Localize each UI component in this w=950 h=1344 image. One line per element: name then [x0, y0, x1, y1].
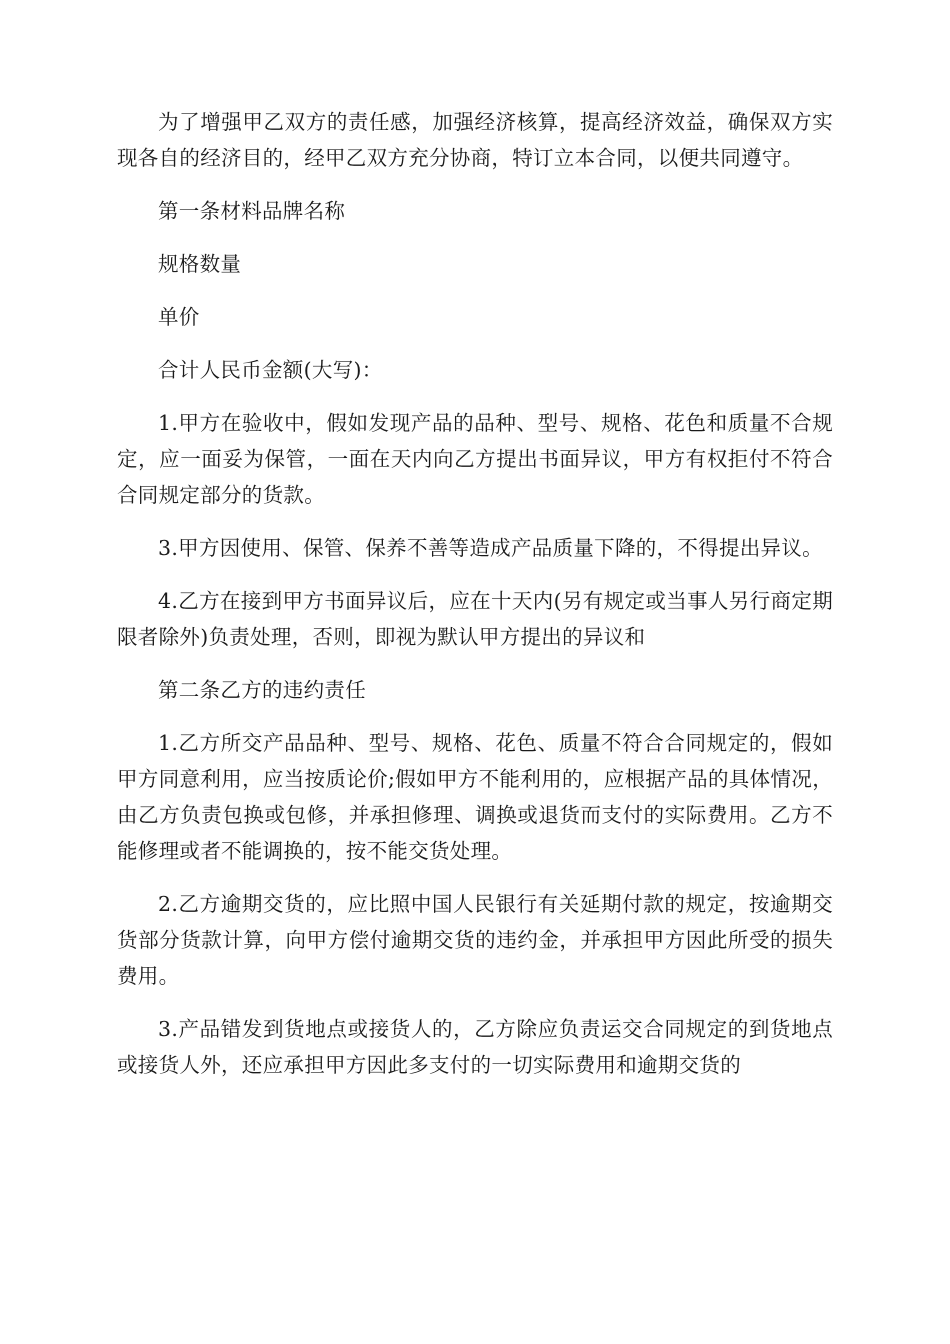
- paragraph-liability-1: 1.乙方所交产品品种、型号、规格、花色、质量不符合合同规定的，假如甲方同意利用，应当按质论价;假如甲方不能利用的，应根据产品的具体情况，由乙方负责包换或包修，并承担修理、调换或退货而支付的实际费用。乙方不能修理或者不能调换的，按不能交货处理。: [117, 731, 833, 863]
- paragraph-unit-price: 单价: [158, 305, 200, 329]
- document-page: [117, 104, 833, 1100]
- paragraph-intro: 为了增强甲乙双方的责任感，加强经济核算，提高经济效益，确保双方实现各自的经济目的，经甲乙双方充分协商，特订立本合同，以便共同遵守。: [117, 110, 833, 170]
- paragraph-total-amount: 合计人民币金额(大写)：: [158, 358, 383, 382]
- paragraph-liability-2: 2.乙方逾期交货的，应比照中国人民银行有关延期付款的规定，按逾期交货部分货款计算，向甲方偿付逾期交货的违约金，并承担甲方因此所受的损失费用。: [117, 892, 833, 988]
- paragraph-clause-4: 4.乙方在接到甲方书面异议后，应在十天内(另有规定或当事人另行商定期限者除外)负责处理，否则，即视为默认甲方提出的异议和: [117, 589, 833, 649]
- paragraph-article-1-heading: 第一条材料品牌名称: [158, 199, 346, 223]
- paragraph-spec-quantity: 规格数量: [158, 252, 242, 276]
- paragraph-article-2-heading: 第二条乙方的违约责任: [158, 678, 366, 702]
- paragraph-liability-3: 3.产品错发到货地点或接货人的，乙方除应负责运交合同规定的到货地点或接货人外，还应承担甲方因此多支付的一切实际费用和逾期交货的: [117, 1017, 833, 1077]
- paragraph-clause-1: 1.甲方在验收中，假如发现产品的品种、型号、规格、花色和质量不合规定，应一面妥为保管，一面在天内向乙方提出书面异议，甲方有权拒付不符合合同规定部分的货款。: [117, 411, 833, 507]
- paragraph-clause-3: 3.甲方因使用、保管、保养不善等造成产品质量下降的，不得提出异议。: [158, 536, 823, 560]
